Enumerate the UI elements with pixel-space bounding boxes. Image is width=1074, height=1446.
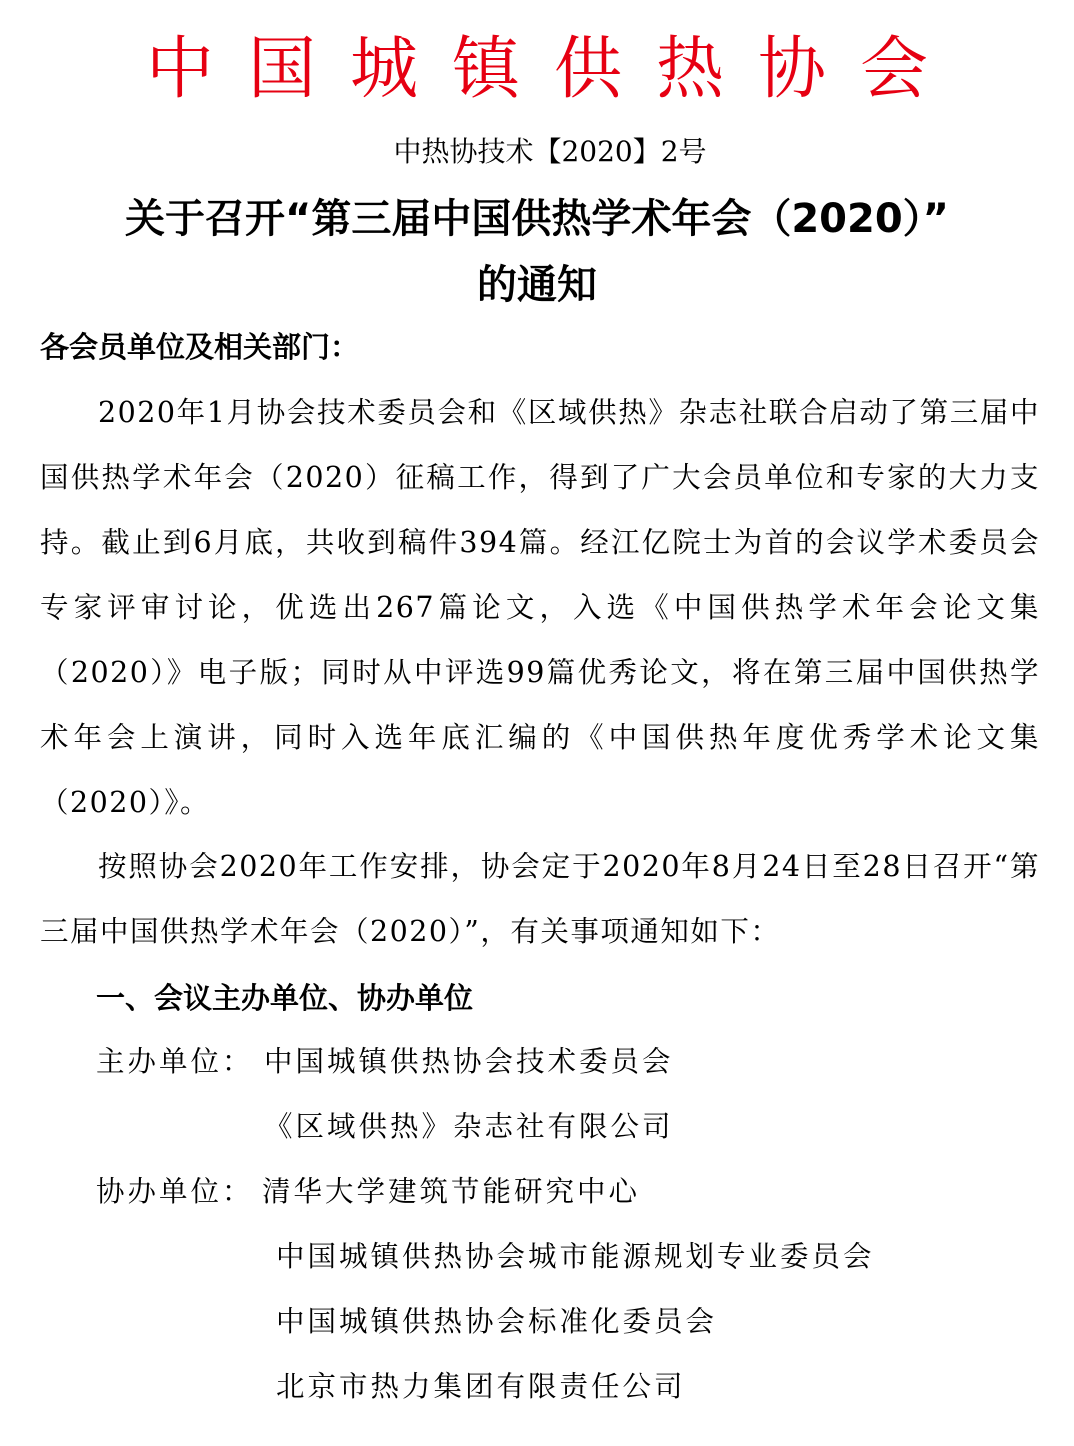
co-organizer: 北京市热力集团有限责任公司 — [276, 1370, 686, 1403]
host-label: 主办单位： — [96, 1045, 254, 1078]
host-organization: 中国城镇供热协会技术委员会 — [264, 1045, 674, 1078]
co-organizer: 中国城镇供热协会城市能源规划专业委员会 — [276, 1240, 875, 1273]
organization-header: 中国城镇供热协会 — [145, 30, 962, 109]
co-organizer-label: 协办单位： — [96, 1175, 254, 1208]
body-paragraph-1: 2020年1月协会技术委员会和《区域供热》杂志社联合启动了第三届中国供热学术年会（2020）征稿工作，得到了广大会员单位和专家的大力支持。截止到6月底，共收到稿件394篇。经江亿院士为首的会议学术委员会专家评审讨论，优选出267篇论文，入选《中国供热学术年会论文集（2020）》电子版；同时从中评选99篇优秀论文，将在第三届中国供热学术年会上演讲，同时入选年底汇编的《中国供热年度优秀学术论文集（2020）》。 — [40, 396, 1040, 819]
section-heading-organizers: 一、会议主办单位、协办单位 — [96, 981, 474, 1015]
title-line-1: 关于召开“第三届中国供热学术年会（2020）” — [125, 196, 949, 242]
co-organizer: 清华大学建筑节能研究中心 — [262, 1175, 641, 1208]
document-number: 中热协技术【2020】2号 — [393, 135, 707, 168]
document-title — [0, 186, 1074, 318]
body-paragraph-2: 按照协会2020年工作安排，协会定于2020年8月24日至28日召开“第三届中国供热学术年会（2020）”，有关事项通知如下： — [40, 850, 1040, 948]
title-line-2: 的通知 — [477, 262, 597, 308]
salutation: 各会员单位及相关部门： — [40, 330, 360, 364]
host-organization: 《区域供热》杂志社有限公司 — [264, 1110, 674, 1143]
co-organizer: 中国城镇供热协会标准化委员会 — [276, 1305, 718, 1338]
